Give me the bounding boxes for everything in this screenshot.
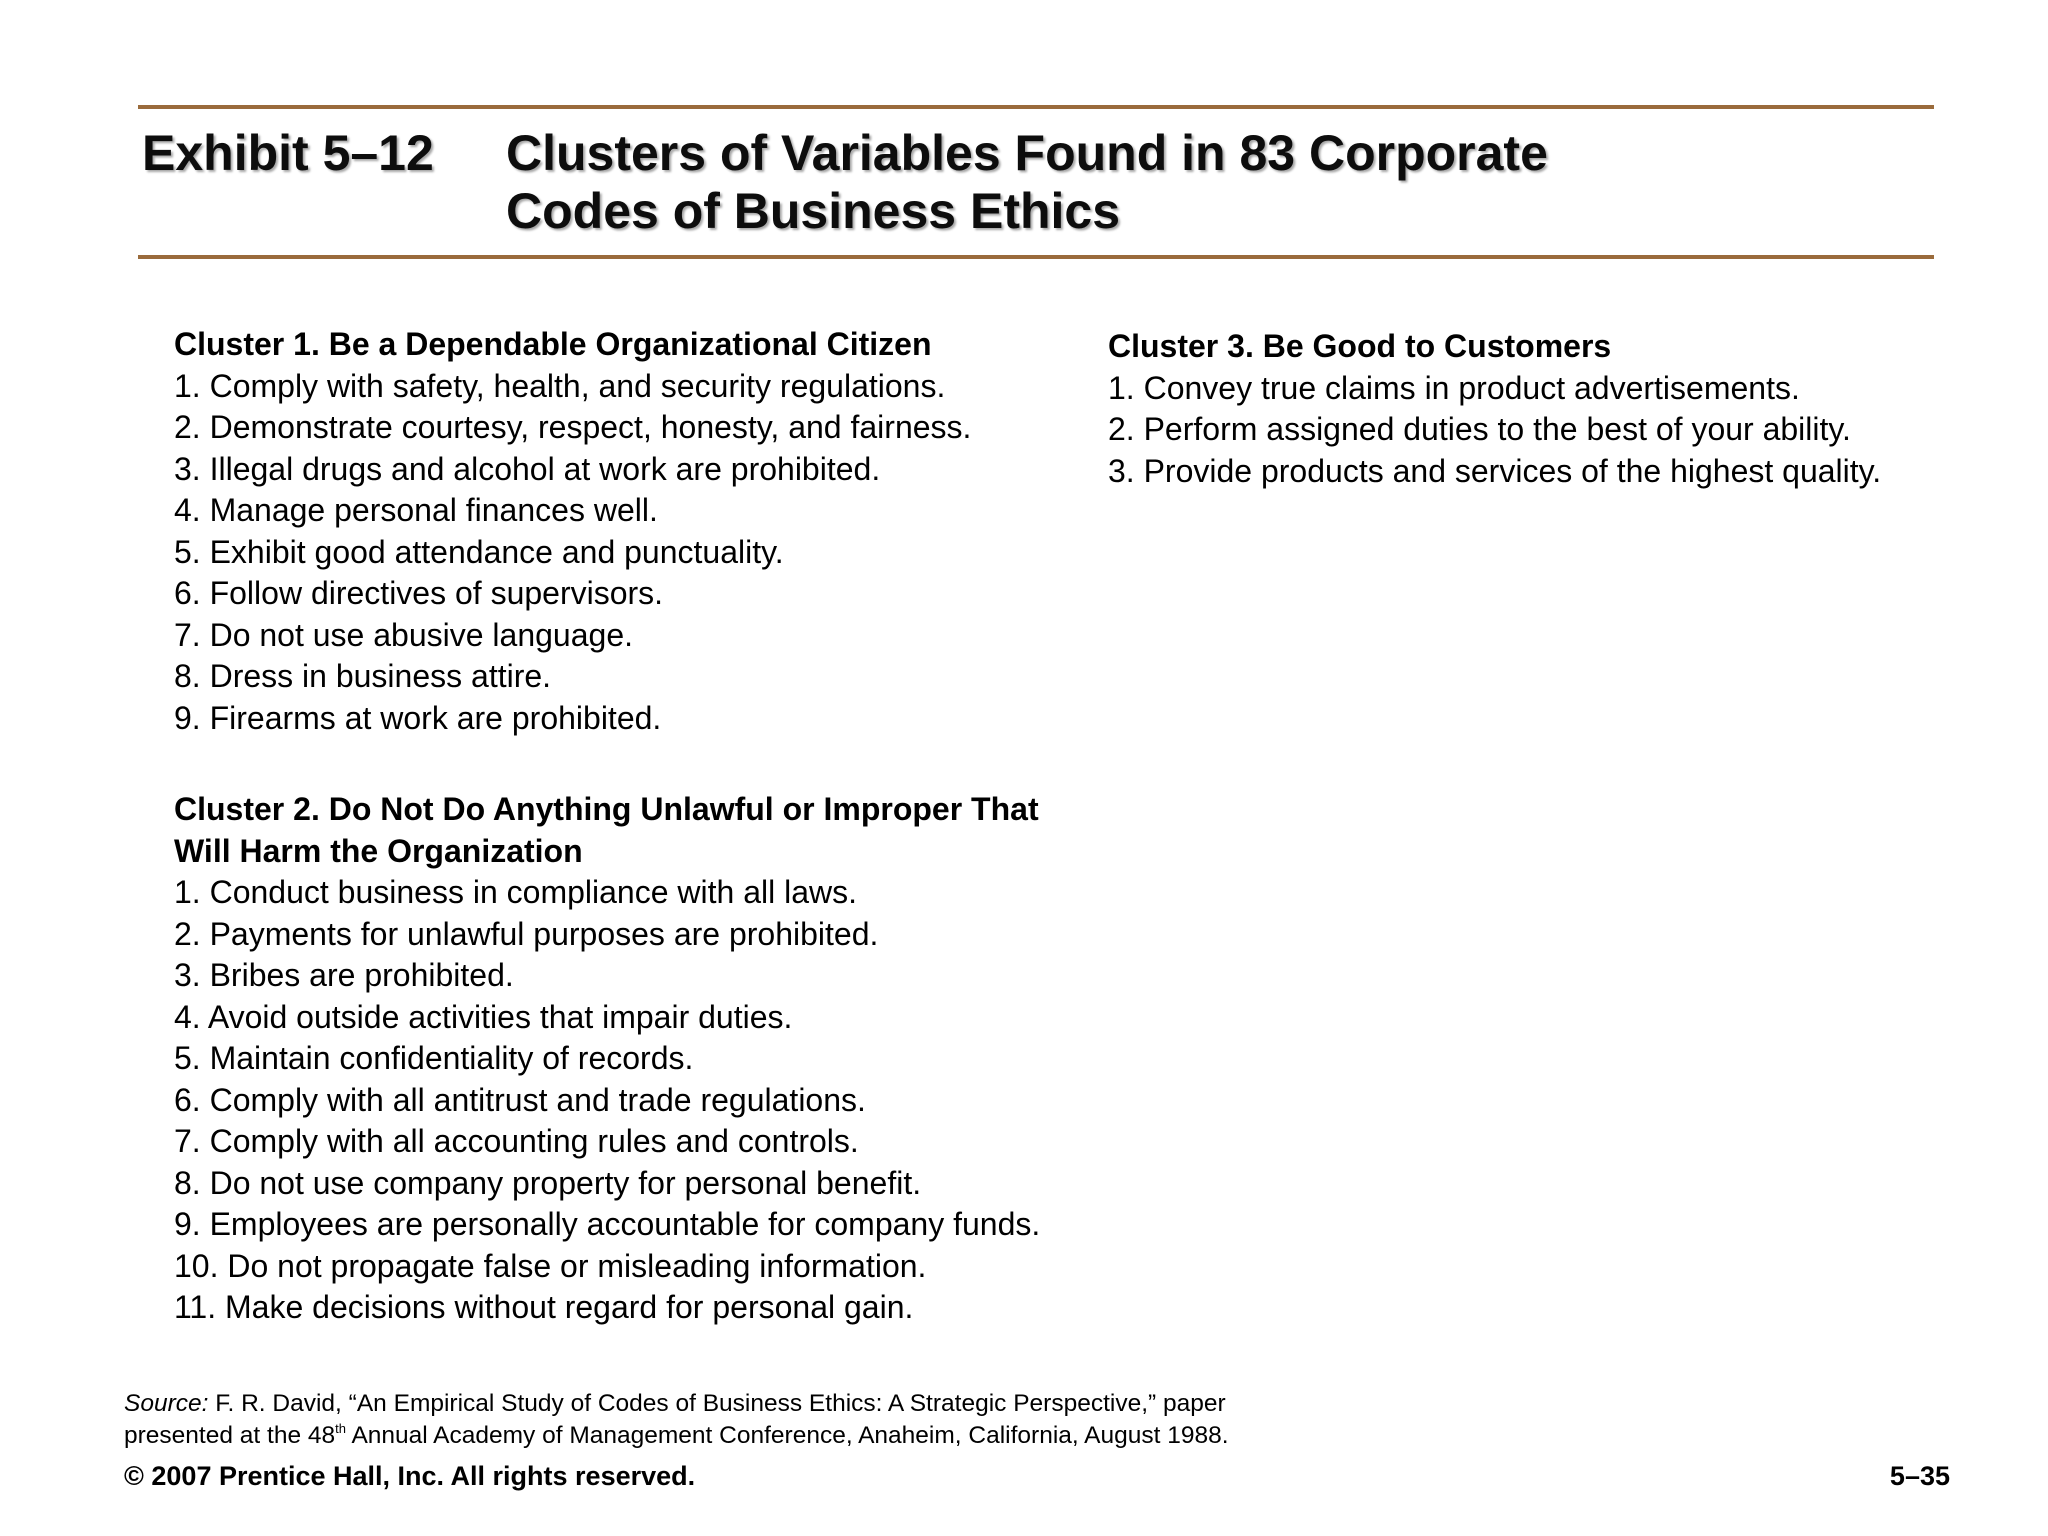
list-item: 9. Firearms at work are prohibited.: [174, 699, 662, 736]
source-line-2: [124, 1420, 1229, 1452]
source-line-2-suffix: Annual Academy of Management Conference, Anaheim, California, August 1988.: [345, 1422, 1229, 1449]
list-item: 8. Dress in business attire.: [174, 658, 552, 694]
source-line-1-text: F. R. David, “An Empirical Study of Codes of Business Ethics: A Strategic Perspective,” paper: [208, 1390, 1226, 1417]
source-line-1: [124, 1388, 1229, 1420]
exhibit-title: [506, 124, 1806, 240]
list-item: 3. Bribes are prohibited.: [174, 957, 514, 993]
cluster-1: [174, 324, 971, 739]
list-item: 10. Do not propagate false or misleading information.: [174, 1247, 927, 1284]
cluster-2-heading-line-1: Cluster 2. Do Not Do Anything Unlawful or Improper That: [174, 791, 1039, 827]
list-item: 4. Avoid outside activities that impair duties.: [174, 998, 793, 1035]
source-citation: [124, 1388, 1229, 1452]
cluster-2-list: [174, 872, 1040, 1329]
list-item: 5. Maintain confidentiality of records.: [174, 1040, 694, 1076]
cluster-2-heading-line-2: Will Harm the Organization: [174, 832, 583, 869]
list-item: 2. Payments for unlawful purposes are prohibited.: [174, 915, 879, 952]
list-item: 6. Comply with all antitrust and trade regulations.: [174, 1081, 866, 1118]
exhibit-title-line-2: Codes of Business Ethics: [506, 183, 1121, 239]
list-item: 4. Manage personal finances well.: [174, 492, 658, 528]
list-item: 8. Do not use company property for personal benefit.: [174, 1164, 922, 1201]
list-item: 3. Illegal drugs and alcohol at work are prohibited.: [174, 450, 881, 487]
list-item: 5. Exhibit good attendance and punctuality.: [174, 533, 784, 570]
list-item: 7. Comply with all accounting rules and controls.: [174, 1123, 859, 1159]
cluster-3-list: [1108, 368, 1881, 493]
header-top-rule: [138, 105, 1934, 109]
copyright-notice: © 2007 Prentice Hall, Inc. All rights reserved.: [124, 1461, 696, 1491]
cluster-3: [1108, 326, 1881, 492]
list-item: 7. Do not use abusive language.: [174, 616, 633, 653]
cluster-3-heading: Cluster 3. Be Good to Customers: [1108, 328, 1612, 364]
list-item: 1. Comply with safety, health, and security regulations.: [174, 367, 946, 404]
list-item: 1. Convey true claims in product advertisements.: [1108, 369, 1800, 406]
cluster-1-heading: Cluster 1. Be a Dependable Organizational Citizen: [174, 326, 932, 362]
list-item: 2. Perform assigned duties to the best of your ability.: [1108, 411, 1851, 447]
exhibit-title-line-1: Clusters of Variables Found in 83 Corporate: [506, 125, 1548, 181]
list-item: 9. Employees are personally accountable for company funds.: [174, 1206, 1041, 1242]
list-item: 11. Make decisions without regard for personal gain.: [174, 1289, 914, 1325]
list-item: 3. Provide products and services of the highest quality.: [1108, 452, 1882, 489]
list-item: 6. Follow directives of supervisors.: [174, 575, 664, 611]
header-bottom-rule: [138, 255, 1934, 259]
exhibit-label: Exhibit 5–12: [142, 125, 434, 181]
source-line-2-superscript: th: [335, 1421, 346, 1436]
slide-number: 5–35: [1889, 1461, 1950, 1491]
cluster-1-list: [174, 366, 971, 740]
cluster-2-heading: [174, 789, 1040, 872]
source-label: Source:: [124, 1390, 209, 1417]
source-line-2-prefix: presented at the 48: [124, 1422, 336, 1449]
list-item: 2. Demonstrate courtesy, respect, honesty, and fairness.: [174, 409, 972, 445]
list-item: 1. Conduct business in compliance with all laws.: [174, 874, 857, 910]
cluster-2: [174, 789, 1040, 1329]
